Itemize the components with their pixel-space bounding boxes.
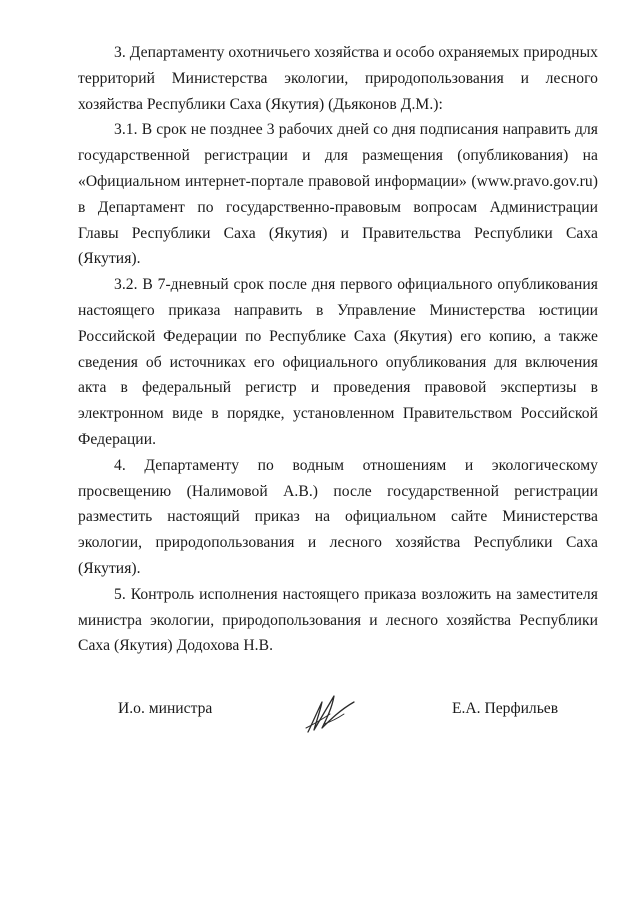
signatory-name: Е.А. Перфильев bbox=[452, 700, 559, 717]
paragraph-5: 5. Контроль исполнения настоящего приказа возложить на заместителя министра экологии, природопользования и лесного хозяйства Республики Саха (Якутия) Додохова Н.В. bbox=[78, 585, 598, 655]
paragraph-4: 4. Департаменту по водным отношениям и экологическому просвещению (Налимовой А.В.) после государственной регистрации разместить настоящий приказ на официальном сайте Министерства экологии, природопользования и лесного хозяйства Республики Саха (Якутия). bbox=[78, 456, 598, 577]
paragraph-3: 3. Департаменту охотничьего хозяйства и особо охраняемых природных территорий Министерства экологии, природопользования и лесного хозяйства Республики Саха (Якутия) (Дьяконов Д.М.): bbox=[78, 44, 598, 113]
paragraph-3-1: 3.1. В срок не позднее 3 рабочих дней со дня подписания направить для государственной регистрации и для размещения (опубликования) на «Официальном интернет-портале правовой информации» (www.pravo.gov.ru) в Департамент по государственно-правовым вопросам Администрации Главы Республики Саха (Якутия) и Правительства Республики Саха (Якутия). bbox=[78, 121, 598, 268]
signature-block bbox=[0, 688, 640, 748]
document-body bbox=[78, 40, 598, 659]
signatory-role: И.о. министра bbox=[118, 700, 213, 717]
paragraph-3-2: 3.2. В 7-дневный срок после дня первого официального опубликования настоящего приказа направить в Управление Министерства юстиции Российской Федерации по Республике Саха (Якутия) его копию, а также сведения об источниках его официального опубликования для включения акта в федеральный регистр и проведения правовой экспертизы в электронном виде в порядке, установленном Правительством Российской Федерации. bbox=[78, 276, 598, 448]
handwritten-signature bbox=[300, 688, 360, 740]
